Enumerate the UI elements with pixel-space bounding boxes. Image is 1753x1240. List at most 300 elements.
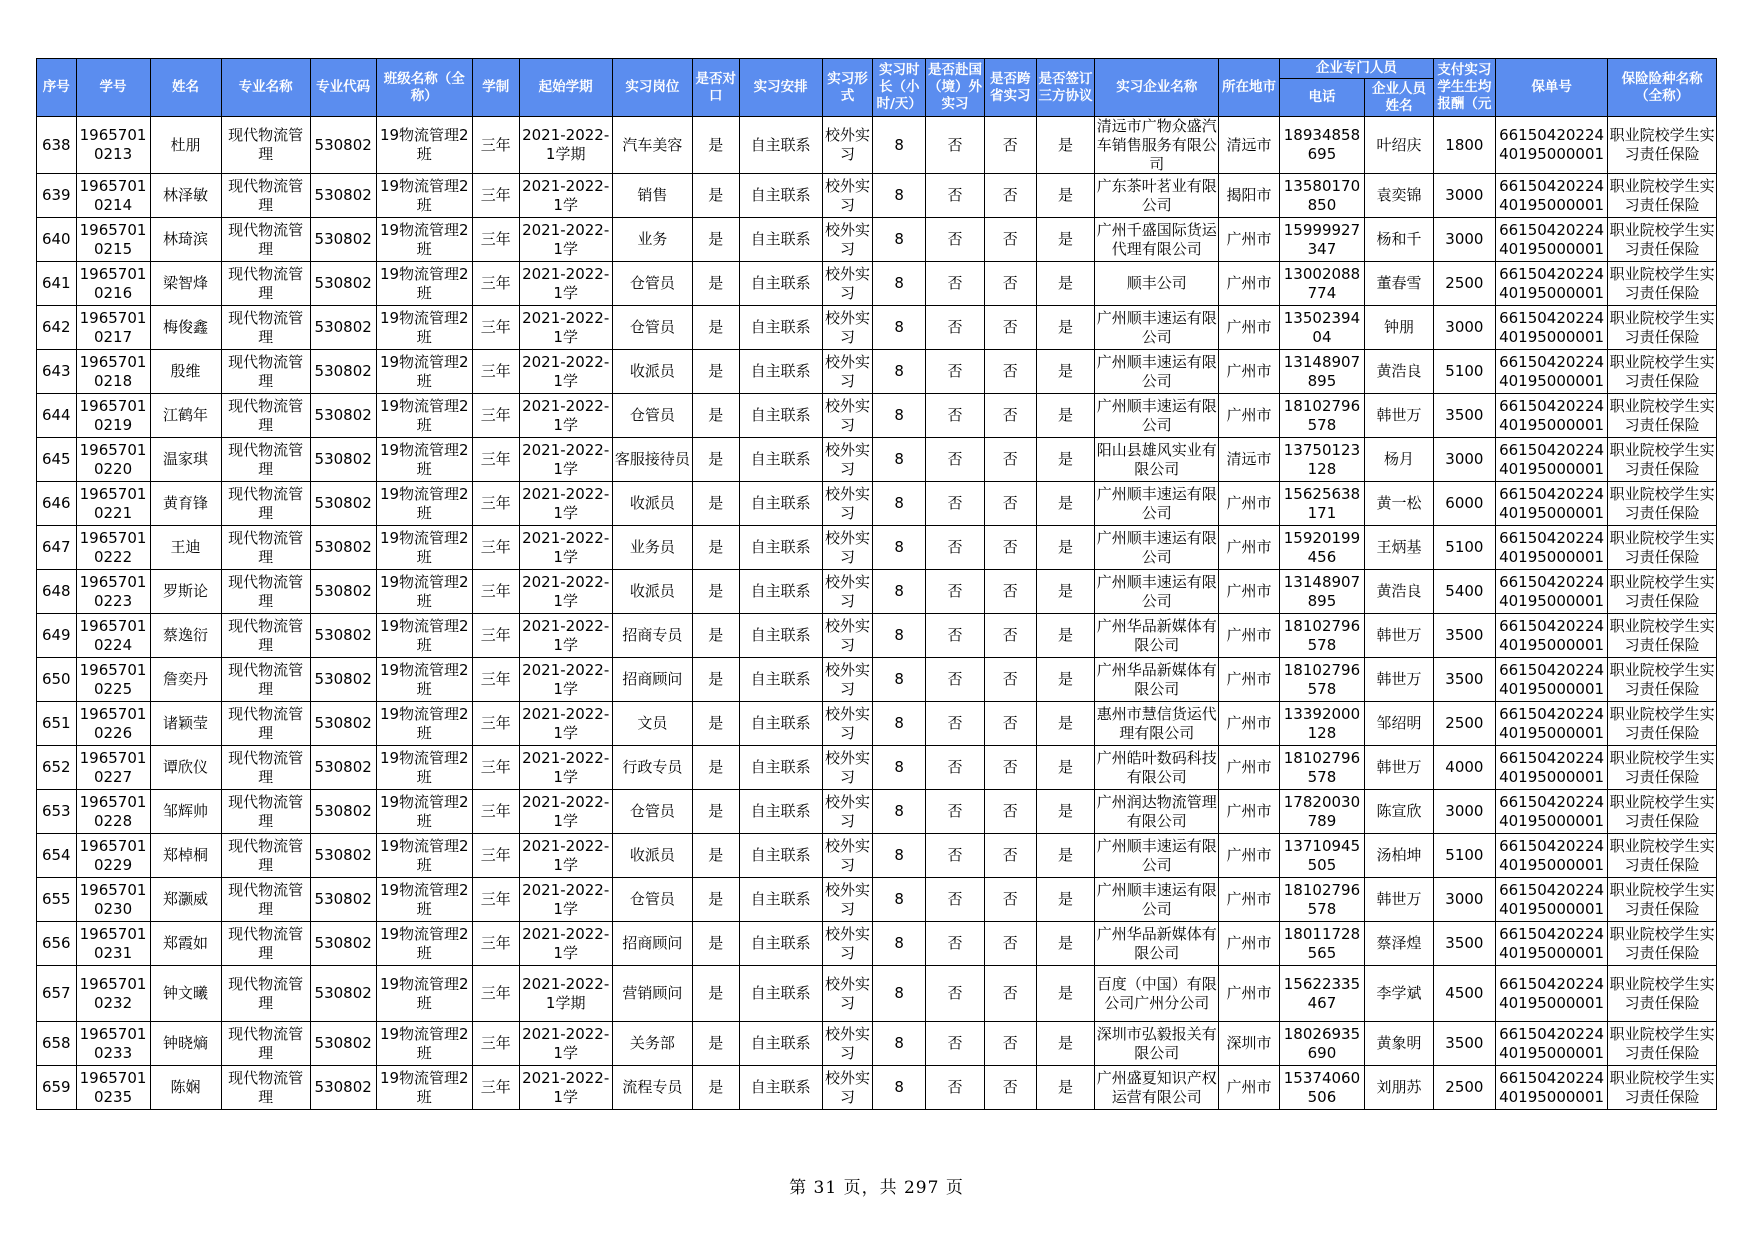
cell-text: 否 (947, 846, 963, 864)
cell-cross-province (984, 878, 1036, 922)
cell-text: 19657010227 (79, 748, 147, 786)
cell-form (822, 350, 873, 394)
cell-seq (37, 966, 77, 1022)
cell-phone (1279, 658, 1364, 702)
cell-text: 三年 (480, 230, 511, 248)
cell-policy-no (1495, 438, 1608, 482)
cell-seq (37, 262, 77, 306)
cell-text: 643 (41, 362, 71, 380)
cell-policy-no (1495, 878, 1608, 922)
cell-text: 现代物流管理 (228, 220, 304, 258)
cell-text: 18102796578 (1283, 880, 1361, 918)
cell-cross-province (984, 966, 1036, 1022)
cell-text: 是 (708, 362, 724, 380)
cell-post (612, 922, 692, 966)
cell-text: 是 (708, 230, 724, 248)
cell-text: 广州市 (1226, 758, 1272, 776)
cell-text: 19657010232 (79, 974, 147, 1012)
cell-location (1219, 306, 1280, 350)
cell-cross-province (984, 262, 1036, 306)
cell-phone (1279, 614, 1364, 658)
cell-text: 自主联系 (750, 626, 811, 644)
cell-policy-no (1495, 790, 1608, 834)
cell-form (822, 482, 873, 526)
cell-contact-name (1365, 218, 1434, 262)
cell-student-id (76, 746, 150, 790)
cell-text: 职业院校学生实习责任保险 (1609, 792, 1715, 830)
cell-text: 19物流管理2班 (379, 126, 469, 163)
cell-abroad (926, 922, 985, 966)
cell-text: 清远市广物众盛汽车销售服务有限公司 (1096, 117, 1217, 173)
cell-start-term (519, 746, 612, 790)
cell-major (221, 117, 310, 174)
cell-pay (1433, 174, 1495, 218)
cell-form (822, 966, 873, 1022)
cell-major-code (310, 262, 376, 306)
cell-name (150, 878, 221, 922)
cell-text: 业务员 (629, 538, 675, 556)
cell-text: 董春雪 (1376, 274, 1422, 292)
cell-text: 销售 (637, 186, 668, 204)
cell-start-term (519, 482, 612, 526)
cell-text: 6615042022440195000001 (1499, 924, 1605, 962)
cell-text: 6615042022440195000001 (1499, 528, 1605, 566)
cell-major-code (310, 746, 376, 790)
cell-name (150, 922, 221, 966)
cell-text: 否 (947, 450, 963, 468)
cell-text: 校外实习 (824, 974, 870, 1012)
cell-text: 否 (1002, 362, 1018, 380)
cell-text: 自主联系 (750, 538, 811, 556)
cell-text: 否 (1002, 186, 1018, 204)
cell-text: 19物流管理2班 (379, 748, 469, 786)
cell-text: 职业院校学生实习责任保险 (1609, 836, 1715, 874)
cell-class-name (376, 306, 472, 350)
cell-text: 蔡泽煌 (1376, 934, 1422, 952)
cell-tripartite (1036, 394, 1095, 438)
cell-hours (873, 526, 926, 570)
cell-post (612, 438, 692, 482)
cell-text: 2021-2022-1学 (522, 396, 610, 434)
cell-class-name (376, 394, 472, 438)
cell-seq (37, 482, 77, 526)
cell-class-name (376, 438, 472, 482)
cell-tripartite (1036, 1022, 1095, 1066)
cell-text: 现代物流管理 (228, 1024, 304, 1062)
cell-pay (1433, 746, 1495, 790)
cell-text: 2021-2022-1学 (522, 484, 610, 522)
cell-text: 19657010235 (79, 1068, 147, 1106)
cell-text: 自主联系 (750, 406, 811, 424)
cell-text: 否 (1002, 318, 1018, 336)
cell-form (822, 438, 873, 482)
cell-text: 收派员 (629, 582, 675, 600)
cell-text: 2021-2022-1学 (522, 308, 610, 346)
cell-text: 三年 (480, 670, 511, 688)
cell-text: 是 (1057, 890, 1073, 908)
cell-insurance (1608, 438, 1717, 482)
cell-text: 8 (894, 494, 904, 512)
cell-text: 19物流管理2班 (379, 924, 469, 962)
cell-abroad (926, 394, 985, 438)
cell-seq (37, 1022, 77, 1066)
cell-location (1219, 394, 1280, 438)
cell-text: 19物流管理2班 (379, 660, 469, 698)
cell-text: 否 (1002, 758, 1018, 776)
cell-arrangement (739, 702, 822, 746)
cell-major-code (310, 878, 376, 922)
cell-major-code (310, 117, 376, 174)
cell-text: 是 (1057, 494, 1073, 512)
cell-seq (37, 350, 77, 394)
cell-abroad (926, 117, 985, 174)
cell-policy-no (1495, 174, 1608, 218)
cell-text: 殷维 (170, 362, 201, 380)
cell-text: 汽车美容 (622, 135, 683, 154)
cell-text: 三年 (480, 984, 511, 1002)
cell-major (221, 306, 310, 350)
cell-text: 顺丰公司 (1126, 274, 1187, 292)
table-row (37, 482, 1717, 526)
cell-form (822, 878, 873, 922)
cell-text: 广州市 (1226, 670, 1272, 688)
cell-post (612, 878, 692, 922)
cell-company (1095, 1066, 1219, 1110)
cell-text: 650 (41, 670, 71, 688)
cell-class-name (376, 526, 472, 570)
cell-text: 是 (708, 802, 724, 820)
cell-start-term (519, 658, 612, 702)
cell-text: 广州市 (1226, 984, 1272, 1002)
cell-company (1095, 394, 1219, 438)
cell-text: 641 (41, 274, 71, 292)
cell-text: 是 (1057, 135, 1073, 154)
cell-text: 6615042022440195000001 (1499, 660, 1605, 698)
cell-cross-province (984, 174, 1036, 218)
cell-company (1095, 834, 1219, 878)
col-header-abroad: 是否赴国（境）外实习 (926, 59, 985, 117)
cell-form (822, 570, 873, 614)
cell-text: 广州市 (1226, 802, 1272, 820)
cell-post (612, 614, 692, 658)
cell-class-name (376, 614, 472, 658)
cell-text: 19657010221 (79, 484, 147, 522)
cell-arrangement (739, 834, 822, 878)
cell-text: 三年 (480, 890, 511, 908)
cell-text: 19657010231 (79, 924, 147, 962)
cell-text: 现代物流管理 (228, 176, 304, 214)
cell-contact-name (1365, 746, 1434, 790)
cell-class-name (376, 834, 472, 878)
cell-seq (37, 834, 77, 878)
cell-matched (692, 834, 739, 878)
cell-company (1095, 117, 1219, 174)
cell-major (221, 570, 310, 614)
cell-tripartite (1036, 350, 1095, 394)
cell-text: 13750123128 (1283, 440, 1361, 478)
cell-seq (37, 1066, 77, 1110)
cell-text: 广州润达物流管理有限公司 (1096, 792, 1217, 830)
cell-text: 三年 (480, 626, 511, 644)
cell-text: 职业院校学生实习责任保险 (1609, 924, 1715, 962)
cell-text: 2021-2022-1学 (522, 352, 610, 390)
cell-text: 校外实习 (824, 308, 870, 346)
cell-arrangement (739, 350, 822, 394)
cell-post (612, 1066, 692, 1110)
cell-student-id (76, 878, 150, 922)
cell-cross-province (984, 306, 1036, 350)
cell-student-id (76, 614, 150, 658)
cell-major (221, 1022, 310, 1066)
cell-text: 18102796578 (1283, 396, 1361, 434)
cell-text: 韩世万 (1376, 758, 1422, 776)
cell-text: 19物流管理2班 (379, 704, 469, 742)
cell-text: 是 (708, 984, 724, 1002)
col-header-arrangement: 实习安排 (739, 59, 822, 117)
cell-name (150, 117, 221, 174)
cell-text: 651 (41, 714, 71, 732)
cell-duration (472, 394, 519, 438)
cell-text: 19物流管理2班 (379, 1068, 469, 1106)
col-header-major: 专业名称 (221, 59, 310, 117)
cell-text: 收派员 (629, 362, 675, 380)
cell-arrangement (739, 614, 822, 658)
cell-hours (873, 702, 926, 746)
cell-arrangement (739, 306, 822, 350)
cell-arrangement (739, 438, 822, 482)
cell-text: 职业院校学生实习责任保险 (1609, 484, 1715, 522)
cell-student-id (76, 1022, 150, 1066)
cell-text: 是 (1057, 362, 1073, 380)
cell-policy-no (1495, 394, 1608, 438)
table-row (37, 1022, 1717, 1066)
cell-abroad (926, 262, 985, 306)
cell-pay (1433, 614, 1495, 658)
cell-cross-province (984, 526, 1036, 570)
cell-text: 19657010219 (79, 396, 147, 434)
cell-text: 2021-2022-1学 (522, 440, 610, 478)
cell-post (612, 1022, 692, 1066)
cell-name (150, 350, 221, 394)
cell-text: 15374060506 (1283, 1068, 1361, 1106)
cell-text: 自主联系 (750, 758, 811, 776)
cell-company (1095, 438, 1219, 482)
cell-text: 广州华品新媒体有限公司 (1096, 924, 1217, 962)
cell-text: 三年 (480, 1078, 511, 1096)
cell-start-term (519, 1022, 612, 1066)
cell-contact-name (1365, 966, 1434, 1022)
cell-text: 否 (947, 406, 963, 424)
table-row (37, 526, 1717, 570)
cell-tripartite (1036, 117, 1095, 174)
cell-pay (1433, 482, 1495, 526)
cell-company (1095, 526, 1219, 570)
cell-hours (873, 117, 926, 174)
cell-name (150, 746, 221, 790)
cell-text: 18102796578 (1283, 748, 1361, 786)
cell-text: 2500 (1445, 1078, 1484, 1096)
cell-post (612, 746, 692, 790)
cell-start-term (519, 702, 612, 746)
cell-text: 645 (41, 450, 71, 468)
cell-matched (692, 117, 739, 174)
cell-text: 是 (1057, 670, 1073, 688)
cell-text: 是 (708, 538, 724, 556)
cell-start-term (519, 218, 612, 262)
cell-tripartite (1036, 966, 1095, 1022)
cell-duration (472, 482, 519, 526)
cell-text: 招商顾问 (622, 934, 683, 952)
col-header-seq: 序号 (37, 59, 77, 117)
cell-major-code (310, 1022, 376, 1066)
cell-policy-no (1495, 834, 1608, 878)
cell-cross-province (984, 394, 1036, 438)
cell-text: 是 (1057, 714, 1073, 732)
cell-phone (1279, 394, 1364, 438)
cell-seq (37, 570, 77, 614)
cell-text: 林琦滨 (163, 230, 209, 248)
cell-text: 3000 (1445, 890, 1484, 908)
cell-name (150, 306, 221, 350)
cell-text: 2021-2022-1学 (522, 220, 610, 258)
cell-abroad (926, 350, 985, 394)
cell-text: 5100 (1445, 846, 1484, 864)
table-body (37, 117, 1717, 1110)
cell-text: 648 (41, 582, 71, 600)
cell-matched (692, 438, 739, 482)
cell-name (150, 614, 221, 658)
cell-text: 是 (708, 494, 724, 512)
cell-policy-no (1495, 1066, 1608, 1110)
cell-text: 653 (41, 802, 71, 820)
cell-phone (1279, 834, 1364, 878)
cell-phone (1279, 262, 1364, 306)
cell-cross-province (984, 117, 1036, 174)
cell-text: 是 (708, 626, 724, 644)
cell-student-id (76, 570, 150, 614)
cell-start-term (519, 174, 612, 218)
cell-form (822, 1066, 873, 1110)
table-row (37, 834, 1717, 878)
cell-text: 黄浩良 (1376, 362, 1422, 380)
col-header-policy-no: 保单号 (1495, 59, 1608, 117)
cell-phone (1279, 174, 1364, 218)
cell-major-code (310, 218, 376, 262)
cell-matched (692, 746, 739, 790)
cell-form (822, 790, 873, 834)
cell-hours (873, 878, 926, 922)
cell-text: 19657010230 (79, 880, 147, 918)
cell-duration (472, 966, 519, 1022)
cell-abroad (926, 614, 985, 658)
table-row (37, 350, 1717, 394)
cell-student-id (76, 438, 150, 482)
table-row (37, 174, 1717, 218)
cell-location (1219, 922, 1280, 966)
cell-text: 广州顺丰速运有限公司 (1096, 484, 1217, 522)
cell-text: 3000 (1445, 318, 1484, 336)
cell-hours (873, 262, 926, 306)
cell-start-term (519, 570, 612, 614)
cell-text: 广州市 (1226, 494, 1272, 512)
cell-major (221, 614, 310, 658)
cell-text: 三年 (480, 135, 511, 154)
cell-insurance (1608, 658, 1717, 702)
cell-text: 6615042022440195000001 (1499, 220, 1605, 258)
cell-text: 是 (1057, 984, 1073, 1002)
cell-text: 黄浩良 (1376, 582, 1422, 600)
cell-text: 三年 (480, 802, 511, 820)
table-row (37, 570, 1717, 614)
cell-matched (692, 878, 739, 922)
cell-text: 8 (894, 230, 904, 248)
cell-contact-name (1365, 1066, 1434, 1110)
cell-text: 18934858695 (1283, 126, 1361, 163)
cell-text: 否 (947, 890, 963, 908)
cell-duration (472, 658, 519, 702)
cell-major (221, 482, 310, 526)
cell-major-code (310, 658, 376, 702)
cell-text: 否 (1002, 890, 1018, 908)
cell-text: 530802 (314, 538, 372, 556)
cell-location (1219, 702, 1280, 746)
cell-text: 19657010229 (79, 836, 147, 874)
cell-hours (873, 350, 926, 394)
cell-text: 校外实习 (824, 924, 870, 962)
cell-tripartite (1036, 262, 1095, 306)
cell-name (150, 482, 221, 526)
cell-seq (37, 922, 77, 966)
cell-text: 1800 (1445, 135, 1484, 154)
cell-abroad (926, 834, 985, 878)
cell-text: 否 (1002, 846, 1018, 864)
cell-text: 530802 (314, 406, 372, 424)
cell-text: 校外实习 (824, 126, 870, 163)
cell-text: 3500 (1445, 406, 1484, 424)
cell-arrangement (739, 394, 822, 438)
cell-cross-province (984, 218, 1036, 262)
cell-abroad (926, 658, 985, 702)
cell-name (150, 790, 221, 834)
cell-contact-name (1365, 174, 1434, 218)
cell-text: 6615042022440195000001 (1499, 396, 1605, 434)
cell-student-id (76, 482, 150, 526)
cell-text: 530802 (314, 670, 372, 688)
cell-location (1219, 526, 1280, 570)
cell-text: 广州市 (1226, 406, 1272, 424)
cell-name (150, 262, 221, 306)
cell-text: 是 (708, 1034, 724, 1052)
cell-post (612, 966, 692, 1022)
cell-contact-name (1365, 1022, 1434, 1066)
cell-major-code (310, 526, 376, 570)
cell-name (150, 174, 221, 218)
col-header-start-term: 起始学期 (519, 59, 612, 117)
cell-text: 招商专员 (622, 626, 683, 644)
cell-matched (692, 966, 739, 1022)
cell-text: 仓管员 (629, 406, 675, 424)
cell-cross-province (984, 790, 1036, 834)
cell-text: 三年 (480, 714, 511, 732)
cell-text: 韩世万 (1376, 670, 1422, 688)
cell-text: 三年 (480, 318, 511, 336)
cell-start-term (519, 306, 612, 350)
cell-text: 深圳市 (1226, 1034, 1272, 1052)
cell-text: 657 (41, 984, 71, 1002)
cell-text: 罗斯论 (163, 582, 209, 600)
cell-text: 广州市 (1226, 890, 1272, 908)
cell-text: 文员 (637, 714, 668, 732)
